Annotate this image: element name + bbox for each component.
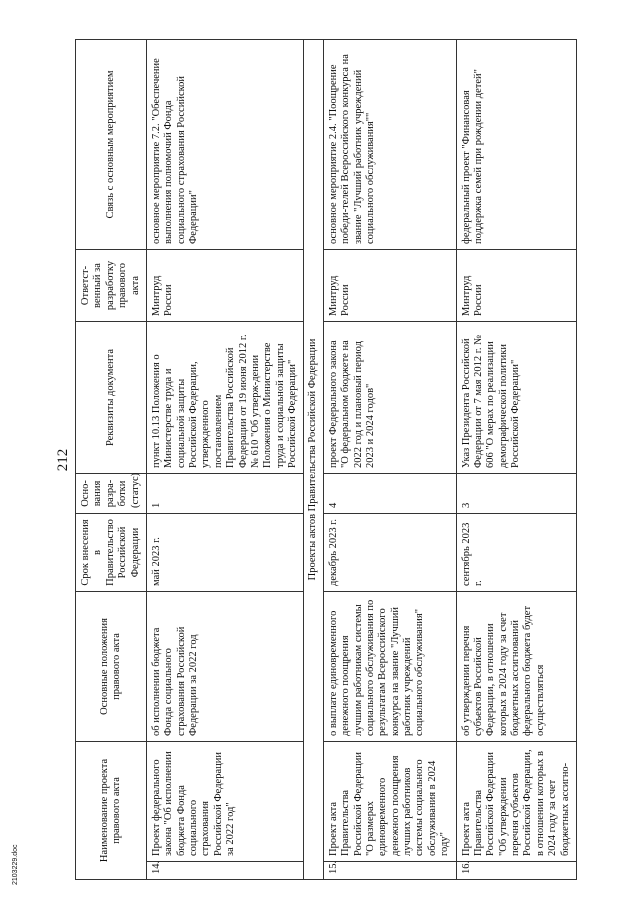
cell-link: федеральный проект "Финансовая поддержка семей при рождении детей" — [456, 39, 576, 249]
header-requisites: Реквизиты документа — [76, 321, 147, 473]
cell-deadline: сентябрь 2023 г. — [456, 513, 576, 591]
cell-basis: 1 — [146, 473, 304, 513]
cell-responsible: Минтруд России — [323, 249, 456, 321]
header-provisions: Основные положения правового акта — [76, 591, 147, 741]
table-header-row — [76, 39, 147, 879]
cell-requisites: Указ Президента Российской Федерации от 7 мая 2012 г. № 606 "О мерах по реализации демографической политики Российской Федерации" — [456, 321, 576, 473]
cell-responsible: Минтруд России — [456, 249, 576, 321]
row-number: 16. — [456, 862, 576, 880]
row-number: 14. — [146, 862, 304, 880]
header-responsible: Ответст-венный за разработку правового акта — [76, 249, 147, 321]
section-title: Проекты актов Правительства Российской Федерации — [304, 39, 323, 879]
cell-basis: 3 — [456, 473, 576, 513]
page-number: 212 — [55, 448, 71, 472]
acts-table — [75, 39, 577, 880]
cell-provisions: об утверждении перечня субъектов Российской Федерации, в отношении которых в 2024 году за счет бюджетных ассигнований федерального бюджета будет осуществляться — [456, 591, 576, 741]
table-row — [456, 39, 576, 879]
cell-requisites: проект Федерального закона "О федеральном бюджете на 2022 год и плановый период 2023 и 2024 годов" — [323, 321, 456, 473]
cell-deadline: декабрь 2023 г. — [323, 513, 456, 591]
section-row — [304, 39, 323, 879]
cell-name: Проект федерального закона "Об исполнении бюджета Фонда социального страхования Российской Федерации за 2022 год" — [146, 741, 304, 861]
row-number: 15. — [323, 862, 456, 880]
rotated-page-content — [47, 40, 607, 880]
cell-requisites: пункт 10.13 Положения о Министерстве труда и социальной защиты Российской Федерации, утвержденного постановлением Правительства Российской Федерации от 19 июня 2012 г. № 610 "Об утверж-дении Положения о Министерстве труда и социальной защиты Российской Федерации" — [146, 321, 304, 473]
header-basis: Осно-вания разра-ботки (статус) — [76, 473, 147, 513]
cell-name: Проект акта Правительства Российской Федерации "О размерах единовременного денежного поощрения лучших работников системы социального обслуживания в 2024 году" — [323, 741, 456, 861]
cell-provisions: об исполнении бюджета Фонда социального страхования Российской Федерации за 2022 год — [146, 591, 304, 741]
footer-code: 2103229.doc — [12, 844, 19, 885]
cell-deadline: май 2023 г. — [146, 513, 304, 591]
header-deadline: Срок внесения в Правительство Российской Федерации — [76, 513, 147, 591]
table-row — [323, 39, 456, 879]
header-link: Связь с основным мероприятием — [76, 39, 147, 249]
cell-responsible: Минтруд России — [146, 249, 304, 321]
cell-provisions: о выплате единовременного денежного поощрения лучшим работникам системы социального обслуживания по результатам Всероссийского конкурса на звание "Лучший работник учреждений социального обслуживания" — [323, 591, 456, 741]
header-name: Наименование проекта правового акта — [76, 741, 147, 879]
cell-name: Проект акта Правительства Российской Федерации "Об утверждении перечня субъектов Российской Федерации, в отношении которых в 2024 году за счет бюджетных ассигно- — [456, 741, 576, 861]
table-row — [146, 39, 304, 879]
cell-link: основное мероприятие 2.4. "Поощрение победи-телей Всероссийского конкурса на звание "Лучший работник учреждений социального обслуживания"" — [323, 39, 456, 249]
cell-link: основное мероприятие 7.2. "Обеспечение выполнения полномочий Фонда социального страхования Российской Федерации" — [146, 39, 304, 249]
cell-basis: 4 — [323, 473, 456, 513]
